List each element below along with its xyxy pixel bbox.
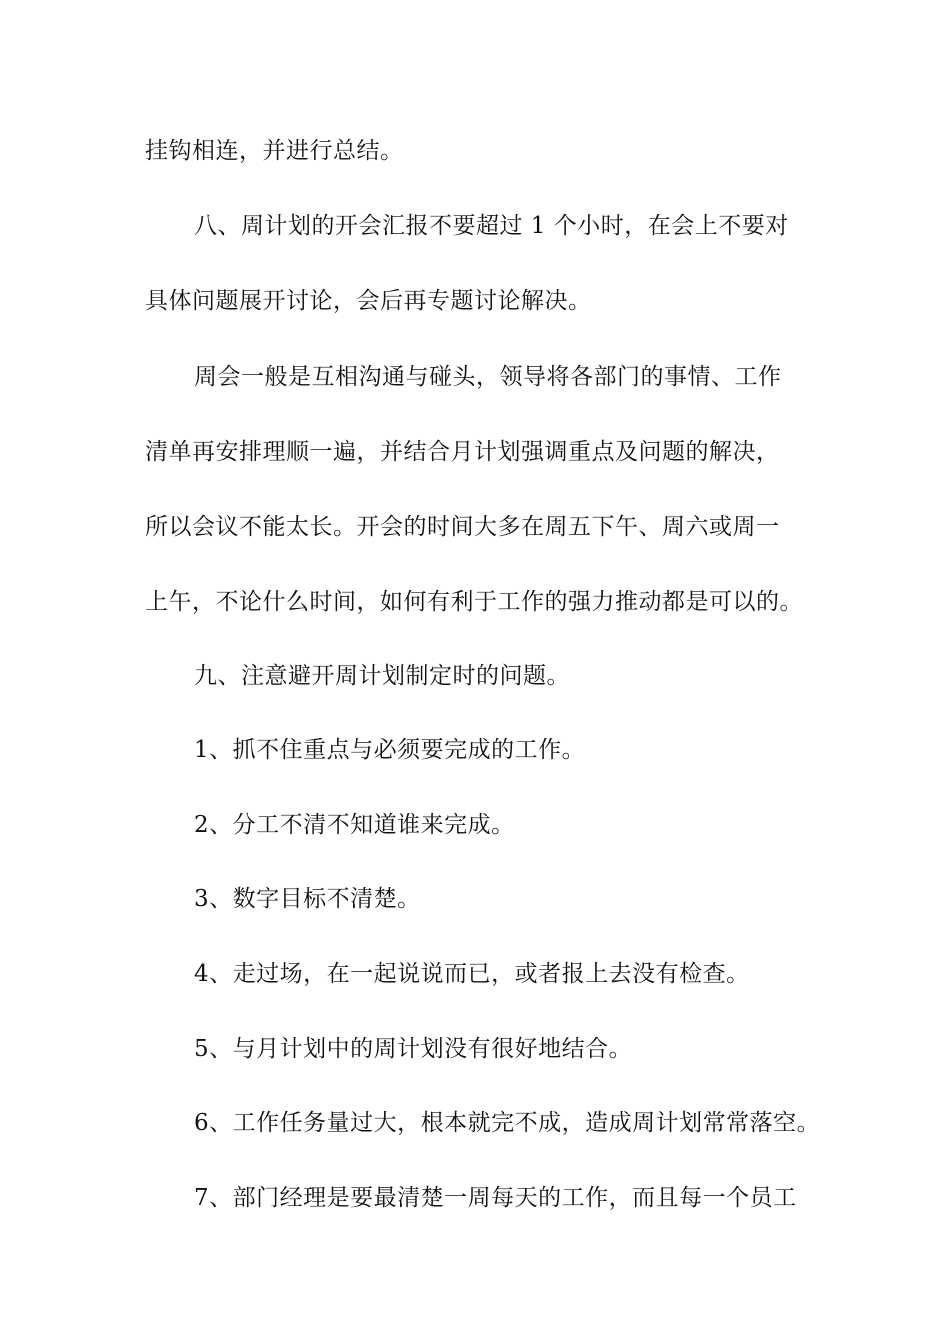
text-line: 挂钩相连，并进行总结。 [145, 138, 404, 164]
list-item: 3、数字目标不清楚。 [194, 886, 421, 912]
text-line: 清单再安排理顺一遍，并结合月计划强调重点及问题的解决， [145, 439, 780, 465]
text-line: 具体问题展开讨论，会后再专题讨论解决。 [145, 288, 592, 314]
list-item: 6、工作任务量过大，根本就完不成，造成周计划常常落空。 [194, 1110, 821, 1136]
text-line: 所以会议不能太长。开会的时间大多在周五下午、周六或周一 [145, 514, 780, 540]
text-line: 周会一般是互相沟通与碰头，领导将各部门的事情、工作 [194, 364, 782, 390]
text-line: 上午，不论什么时间，如何有利于工作的强力推动都是可以的。 [145, 589, 803, 615]
section-heading: 九、注意避开周计划制定时的问题。 [194, 663, 570, 689]
list-item: 4、走过场，在一起说说而已，或者报上去没有检查。 [194, 961, 750, 987]
list-item: 1、抓不住重点与必须要完成的工作。 [194, 737, 586, 763]
text-line: 八、周计划的开会汇报不要超过 1 个小时，在会上不要对 [194, 213, 789, 239]
list-item: 5、与月计划中的周计划没有很好地结合。 [194, 1036, 633, 1062]
list-item: 2、分工不清不知道谁来完成。 [194, 812, 515, 838]
list-item: 7、部门经理是要最清楚一周每天的工作，而且每一个员工 [194, 1185, 797, 1211]
